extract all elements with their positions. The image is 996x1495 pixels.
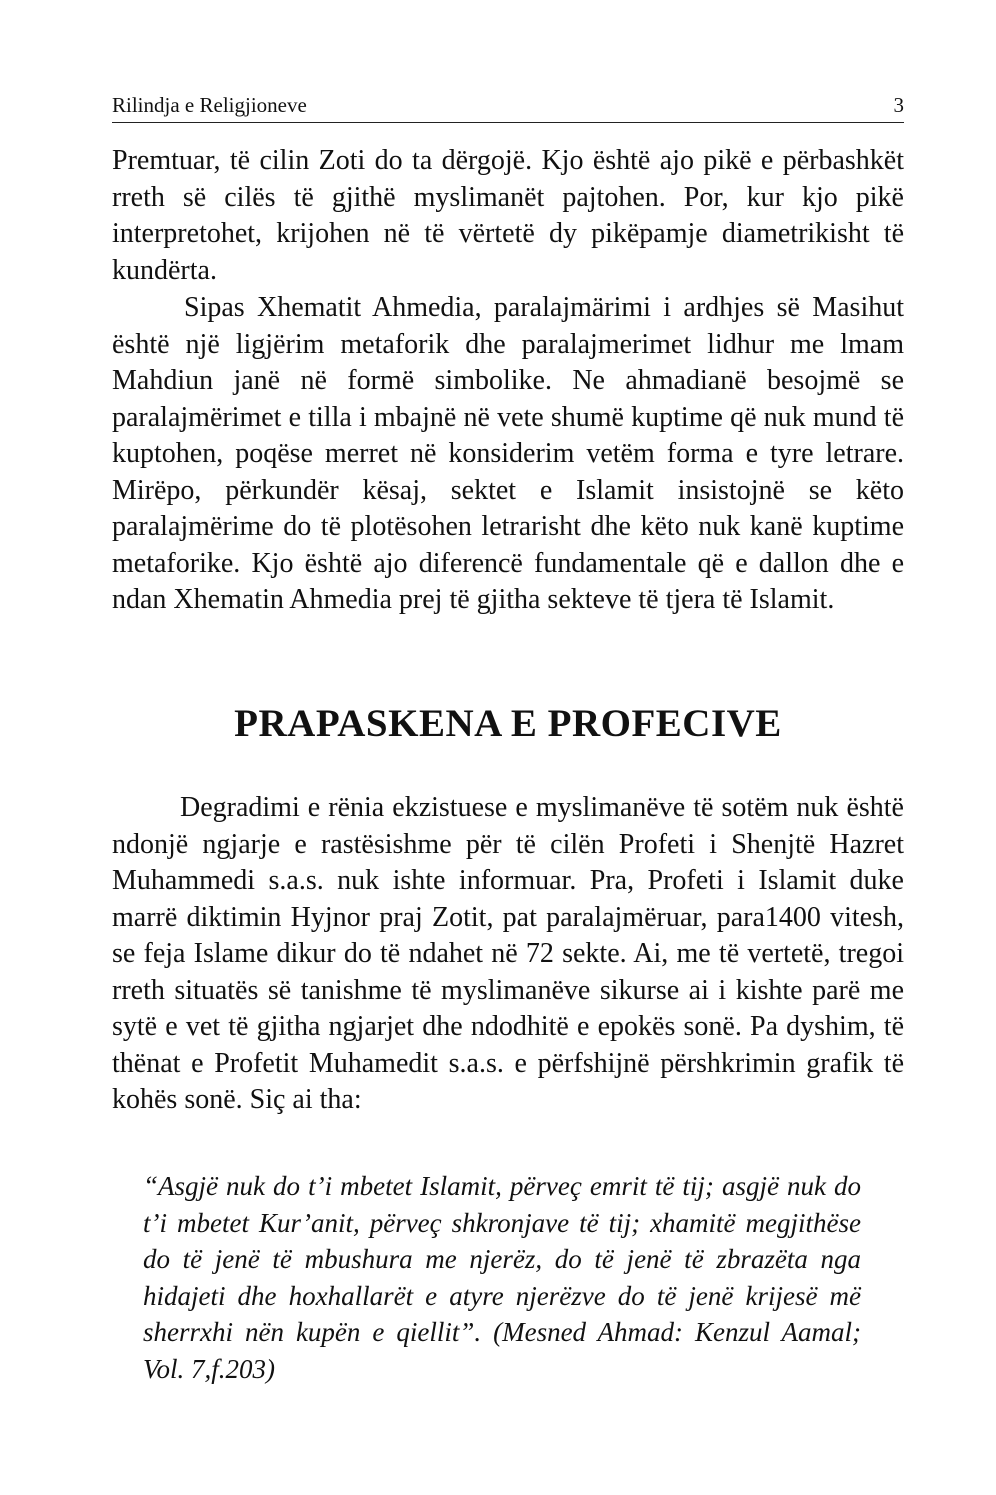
paragraph-continuation: Premtuar, të cilin Zoti do ta dërgojë. Kjo është ajo pikë e përbashkët rreth së cilës të gjithë myslimanët pajtohen. Por, kur kjo pikë interpretohet, krijohen në të vërtetë dy pikëpamje diametrikisht të kundërta. bbox=[112, 145, 904, 286]
running-header bbox=[112, 92, 904, 123]
paragraph-ahmedia-view: Sipas Xhematit Ahmedia, paralajmärimi i ardhjes së Masihut është një ligjërim metaforik dhe paralajmerimet lidhur me lmam Mahdiun janë në formë simbolike. Ne ahmadianë besojmë se paralajmërimet e tilla i mbajnë në vete shumë kuptime që nuk mund të kuptohen, poqëse merret në konsiderim vetëm forma e tyre letrare. Mirëpo, përkundër kësaj, sektet e Islamit insistojnë se këto paralajmërime do të plotësohen letrarisht dhe këto nuk kanë kuptime metaforike. Kjo është ajo diferencë fundamentale që e dallon dhe e ndan Xhematin Ahmedia prej të gjitha sekteve të tjera të Islamit. bbox=[112, 292, 904, 615]
paragraph-degradation: Degradimi e rënia ekzistuese e myslimanëve të sotëm nuk është ndonjë ngjarje e rastësishme për të cilën Profeti i Shenjtë Hazret Muhammedi s.a.s. nuk ishte informuar. Pra, Profeti i Islamit duke marrë diktimin Hyjnor praj Zotit, pat paralajmëruar, para1400 vitesh, se feja Islame dikur do të ndahet në 72 sekte. Ai, me të vertetë, tregoi rreth situatës së tanishme të myslimanëve sikurse ai i kishte parë me sytë e vet të gjitha ngjarjet dhe ndodhitë e epokës sonë. Pa dyshim, të thënat e Profetit Muhamedit s.a.s. e përfshijnë përshkrimin grafik të kohës sonë. Siç ai tha: bbox=[112, 792, 904, 1115]
section-heading: PRAPASKENA E PROFECIVE bbox=[234, 702, 782, 745]
book-title: Rilindja e Religjioneve bbox=[112, 93, 307, 117]
hadith-quote: “Asgjë nuk do t’i mbetet Islamit, përveç emrit të tij; asgjë nuk do t’i mbetet Kur’anit, përveç shkronjave të tij; xhamitë megjithëse do të jenë të mbushura me njerëz, do të jenë të zbrazëta nga hidajeti dhe hoxhallarët e atyre njerëzve do të jenë krijesë më sherrxhi nën kupën e qiellit”. (Mesned Ahmad: Kenzul Aamal; Vol. 7,f.203) bbox=[143, 1171, 861, 1384]
page-number: 3 bbox=[893, 93, 904, 117]
